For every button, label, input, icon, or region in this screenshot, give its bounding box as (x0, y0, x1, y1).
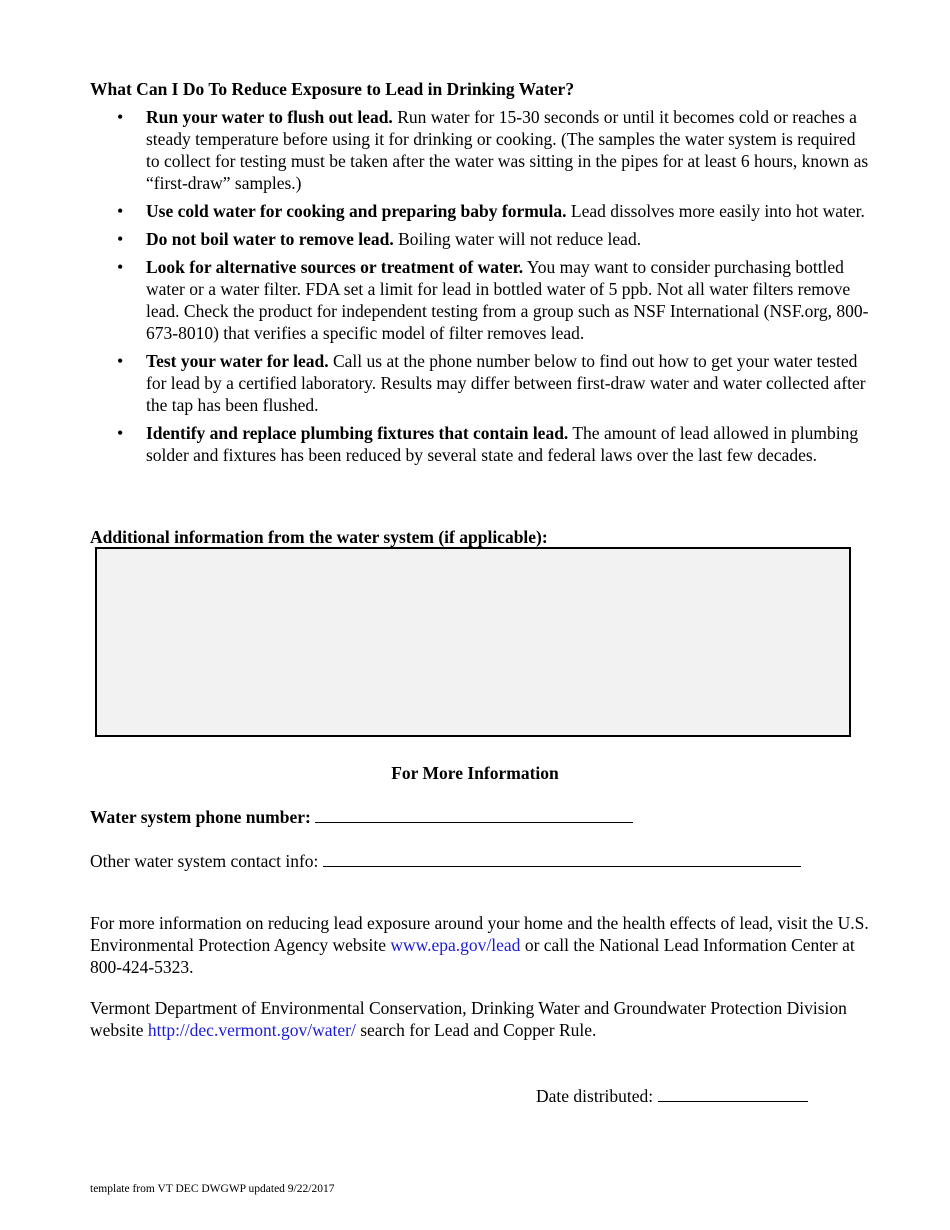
tip-text: The amount of lead allowed in plumbing solder and fixtures has been reduced by several state and federal laws over the last few decades. (146, 423, 859, 465)
list-item (90, 200, 870, 222)
vermont-link[interactable]: http://dec.vermont.gov/water/ (147, 1020, 356, 1040)
date-field[interactable] (658, 1083, 808, 1102)
tip-text: You may want to consider purchasing bottled water or a water filter. FDA set a limit for lead in bottled water of 5 ppb. Not all water filters remove lead. Check the product for independent testing from a group such as NSF International (NSF.org, 800-673-8010) that verifies a specific model of filter removes lead. (146, 257, 869, 343)
additional-info-label: Additional information from the water system (if applicable): (90, 527, 548, 547)
tip-title: Do not boil water to remove lead. (146, 229, 394, 249)
list-item (90, 106, 870, 194)
list-item (90, 256, 870, 344)
bullet-icon: • (117, 257, 124, 277)
tip-text: Lead dissolves more easily into hot water. (566, 201, 865, 221)
para-text: or call the National Lead Information Center at 800-424-5323. (90, 935, 855, 977)
epa-paragraph (90, 912, 870, 978)
bullet-icon: • (117, 423, 124, 443)
para-text: search for Lead and Copper Rule. (355, 1020, 597, 1040)
bullet-icon: • (117, 229, 124, 249)
tip-title: Identify and replace plumbing fixtures that contain lead. (146, 423, 569, 443)
bullet-icon: • (117, 107, 124, 127)
phone-field[interactable] (315, 804, 633, 823)
contact-label: Other water system contact info: (90, 851, 319, 871)
date-row (536, 1083, 808, 1107)
more-info-title: For More Information (391, 763, 559, 783)
bullet-icon: • (117, 351, 124, 371)
footer-note: template from VT DEC DWGWP updated 9/22/2017 (90, 1183, 335, 1195)
vermont-paragraph (90, 997, 870, 1041)
list-item (90, 350, 870, 416)
date-label: Date distributed: (536, 1086, 654, 1106)
phone-row (90, 804, 633, 828)
epa-link[interactable]: www.epa.gov/lead (390, 935, 521, 955)
section-heading: What Can I Do To Reduce Exposure to Lead in Drinking Water? (90, 79, 575, 99)
tip-text: Boiling water will not reduce lead. (393, 229, 642, 249)
tip-title: Look for alternative sources or treatment of water. (146, 257, 524, 277)
tip-text: Run water for 15-30 seconds or until it becomes cold or reaches a steady temperature before using it for drinking or cooking. (The samples the water system is required to collect for testing must be taken after the water was sitting in the pipes for at least 6 hours, known as “first-draw” samples.) (146, 107, 869, 193)
para-text: For more information on reducing lead exposure around your home and the health effects of lead, visit the U.S. Environmental Protection Agency website (90, 913, 869, 955)
phone-label: Water system phone number: (90, 807, 311, 827)
contact-row (90, 848, 801, 872)
list-item (90, 422, 870, 466)
para-text: Vermont Department of Environmental Conservation, Drinking Water and Groundwater Protection Division website (90, 998, 847, 1040)
list-item (90, 228, 870, 250)
bullet-icon: • (117, 201, 124, 221)
additional-info-box[interactable] (95, 547, 851, 737)
tip-title: Test your water for lead. (146, 351, 329, 371)
contact-field[interactable] (323, 848, 801, 867)
tip-title: Use cold water for cooking and preparing baby formula. (146, 201, 567, 221)
tip-text: Call us at the phone number below to find out how to get your water tested for lead by a certified laboratory. Results may differ between first-draw water and water collected after the tap has been flushed. (146, 351, 866, 415)
tips-list (90, 106, 870, 472)
tip-title: Run your water to flush out lead. (146, 107, 393, 127)
